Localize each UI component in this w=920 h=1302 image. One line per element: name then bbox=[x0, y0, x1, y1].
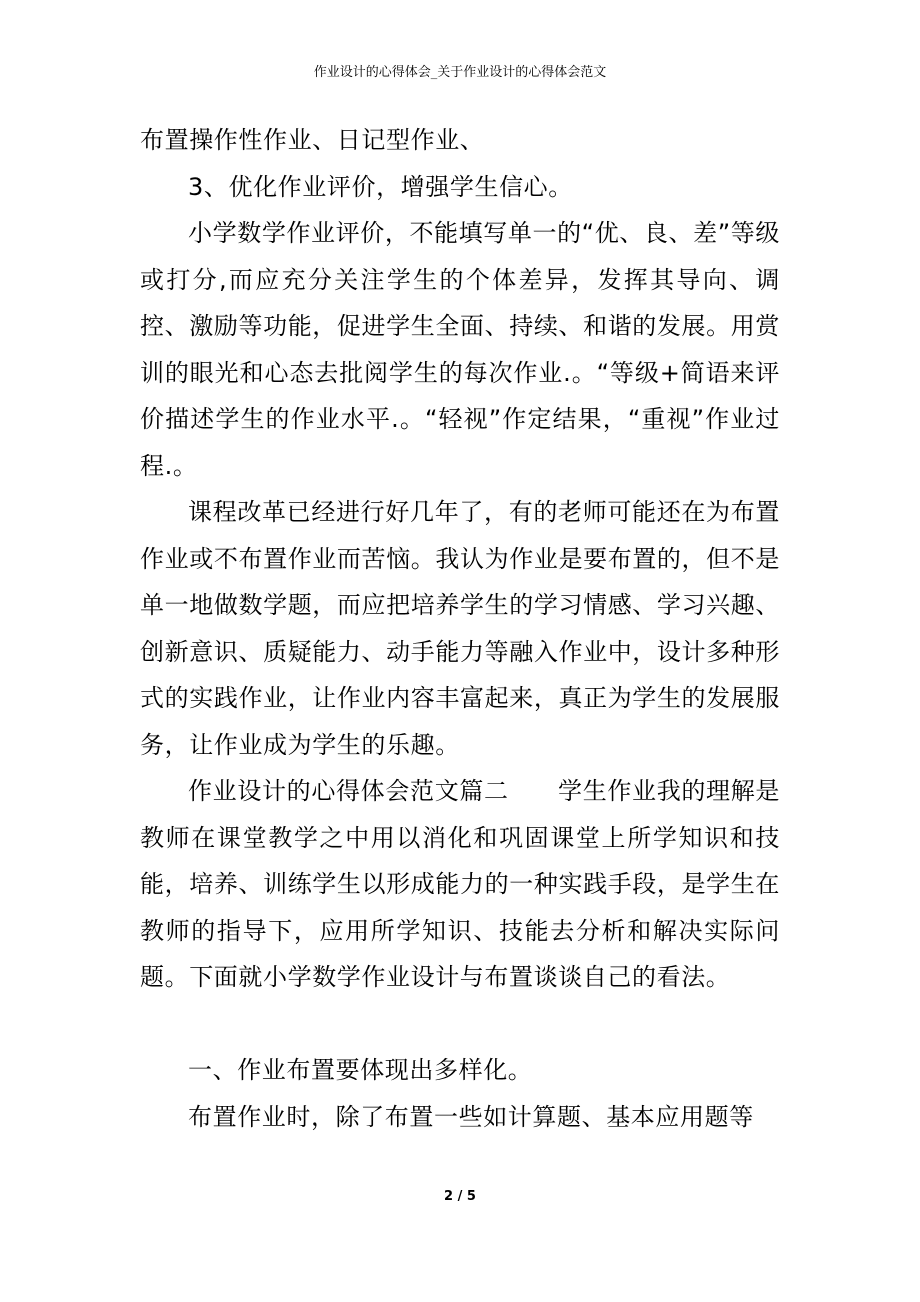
paragraph-essay-two-intro: 作业设计的心得体会范文篇二 学生作业我的理解是教师在课堂教学之中用以消化和巩固课堂上所学知识和技能，培养、训练学生以形成能力的一种实践手段，是学生在教师的指导下，应用所学知识、技能去分析和解决实际问题。下面就小学数学作业设计与布置谈谈自己的看法。 bbox=[140, 777, 780, 991]
paragraph-continuation: 布置操作性作业、日记型作业、 bbox=[140, 126, 485, 154]
page-number: 2 / 5 bbox=[444, 1189, 476, 1204]
paragraph-section-one-heading: 一、作业布置要体现出多样化。 bbox=[188, 1056, 533, 1084]
page-header-title: 作业设计的心得体会_关于作业设计的心得体会范文 bbox=[313, 65, 607, 80]
paragraph-curriculum-reform: 课程改革已经进行好几年了，有的老师可能还在为布置作业或不布置作业而苦恼。我认为作业是要布置的，但不是单一地做数学题，而应把培养学生的学习情感、学习兴趣、创新意识、质疑能力、动手能力等融入作业中，设计多种形式的实践作业，让作业内容丰富起来，真正为学生的发展服务，让作业成为学生的乐趣。 bbox=[140, 498, 780, 759]
paragraph-spacer bbox=[140, 1001, 780, 1048]
document-body bbox=[140, 117, 780, 1140]
paragraph-heading-3: 3、优化作业评价，增强学生信心。 bbox=[188, 172, 573, 201]
paragraph-section-one-body: 布置作业时，除了布置一些如计算题、基本应用题等 bbox=[188, 1102, 754, 1131]
paragraph-evaluation: 小学数学作业评价，不能填写单一的“优、良、差”等级或打分,而应充分关注学生的个体差异，发挥其导向、调控、激励等功能，促进学生全面、持续、和谐的发展。用赏训的眼光和心态去批阅学生的每次作业.。“等级+简语来评价描述学生的作业水平.。“轻视”作定结果，“重视”作业过程.。 bbox=[140, 219, 780, 480]
